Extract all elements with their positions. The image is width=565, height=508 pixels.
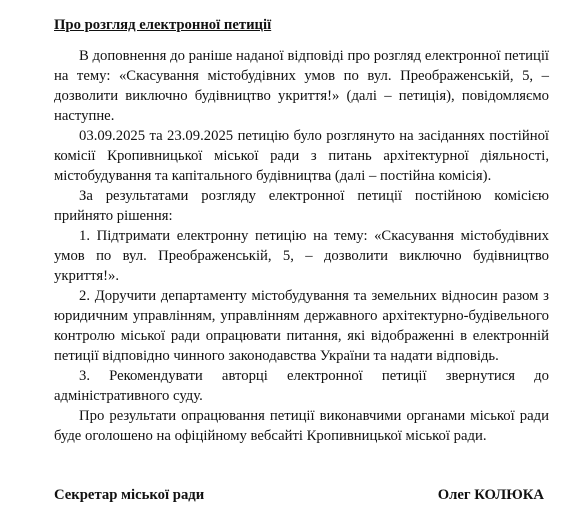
paragraph-5-line-1: 2. Доручити департаменту містобудування та земельних відносин разом з	[79, 288, 549, 304]
paragraph-4-line-2: умов по вул. Преображенській, 5, – дозволити виключно будівництво	[54, 248, 549, 264]
paragraph-3-line-1: За результатами розгляду електронної петиції постійною комісією	[79, 188, 549, 204]
paragraph-4-line-1: 1. Підтримати електронну петицію на тему: «Скасування містобудівних	[79, 228, 549, 244]
paragraph-2-line-3: містобудування та капітального будівництва (далі – постійна комісія).	[54, 168, 492, 184]
paragraph-5-line-3: контролю міської ради опрацювати питання, які відображенні в електронній	[54, 328, 549, 344]
paragraph-5-line-2: юридичним управлінням, управлінням державного архітектурно-будівельного	[54, 308, 549, 324]
paragraph-1-line-3: дозволити виключно будівництво укриття!» (далі – петиція), повідомляємо	[54, 88, 549, 104]
document-title: Про розгляд електронної петиції	[54, 17, 272, 33]
paragraph-6-line-2: адміністративного суду.	[54, 388, 203, 404]
paragraph-6-line-1: 3. Рекомендувати авторці електронної петиції звернутися до	[79, 368, 549, 384]
paragraph-5-line-4: петиції відповідно чинного законодавства України та надати відповідь.	[54, 348, 499, 364]
paragraph-1-line-1: В доповнення до раніше наданої відповіді про розгляд електронної петиції	[79, 48, 549, 64]
paragraph-2-line-2: комісії Кропивницької міської ради з питань архітектурної діяльності,	[54, 148, 549, 164]
paragraph-1-line-2: на тему: «Скасування містобудівних умов по вул. Преображенській, 5, –	[54, 68, 549, 84]
paragraph-7-line-1: Про результати опрацювання петиції виконавчими органами міської ради	[79, 408, 549, 424]
paragraph-3-line-2: прийнято рішення:	[54, 208, 173, 224]
signature-position: Секретар міської ради	[54, 487, 205, 503]
paragraph-4-line-3: укриття!».	[54, 268, 119, 284]
paragraph-1-line-4: наступне.	[54, 108, 115, 124]
paragraph-7-line-2: буде оголошено на офіційному вебсайті Кропивницької міської ради.	[54, 428, 487, 444]
paragraph-2-line-1: 03.09.2025 та 23.09.2025 петицію було розглянуто на засіданнях постійної	[79, 128, 549, 144]
signature-name: Олег КОЛЮКА	[437, 487, 544, 503]
